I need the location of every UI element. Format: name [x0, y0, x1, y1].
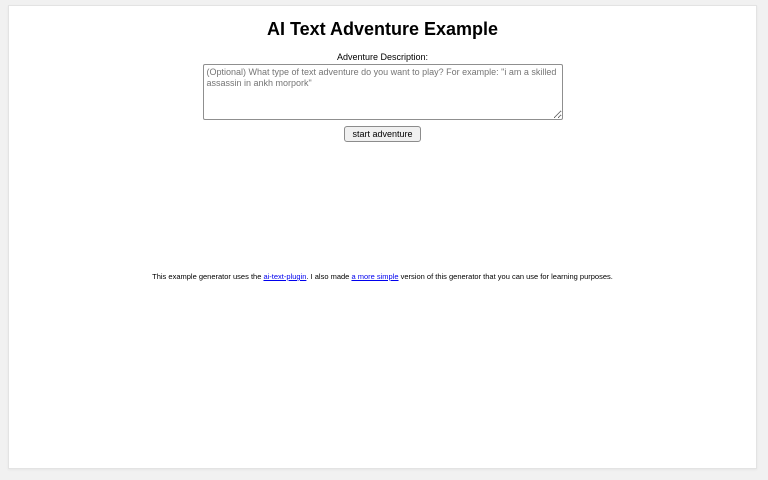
footer-text-segment: . I also made	[306, 272, 352, 281]
footer-note	[9, 272, 756, 281]
page-title: AI Text Adventure Example	[266, 19, 499, 39]
adventure-description-textarea[interactable]	[203, 64, 563, 120]
ai-text-plugin-link[interactable]: ai-text-plugin	[263, 272, 307, 281]
footer-text-segment: This example generator uses the	[152, 272, 264, 281]
button-row	[9, 124, 756, 142]
footer-text-segment: version of this generator that you can use for learning purposes.	[398, 272, 613, 281]
start-adventure-button[interactable]: start adventure	[344, 126, 420, 142]
content-area	[8, 5, 757, 469]
adventure-description-label: Adventure Description:	[336, 52, 429, 62]
more-simple-version-link[interactable]: a more simple	[351, 272, 399, 281]
